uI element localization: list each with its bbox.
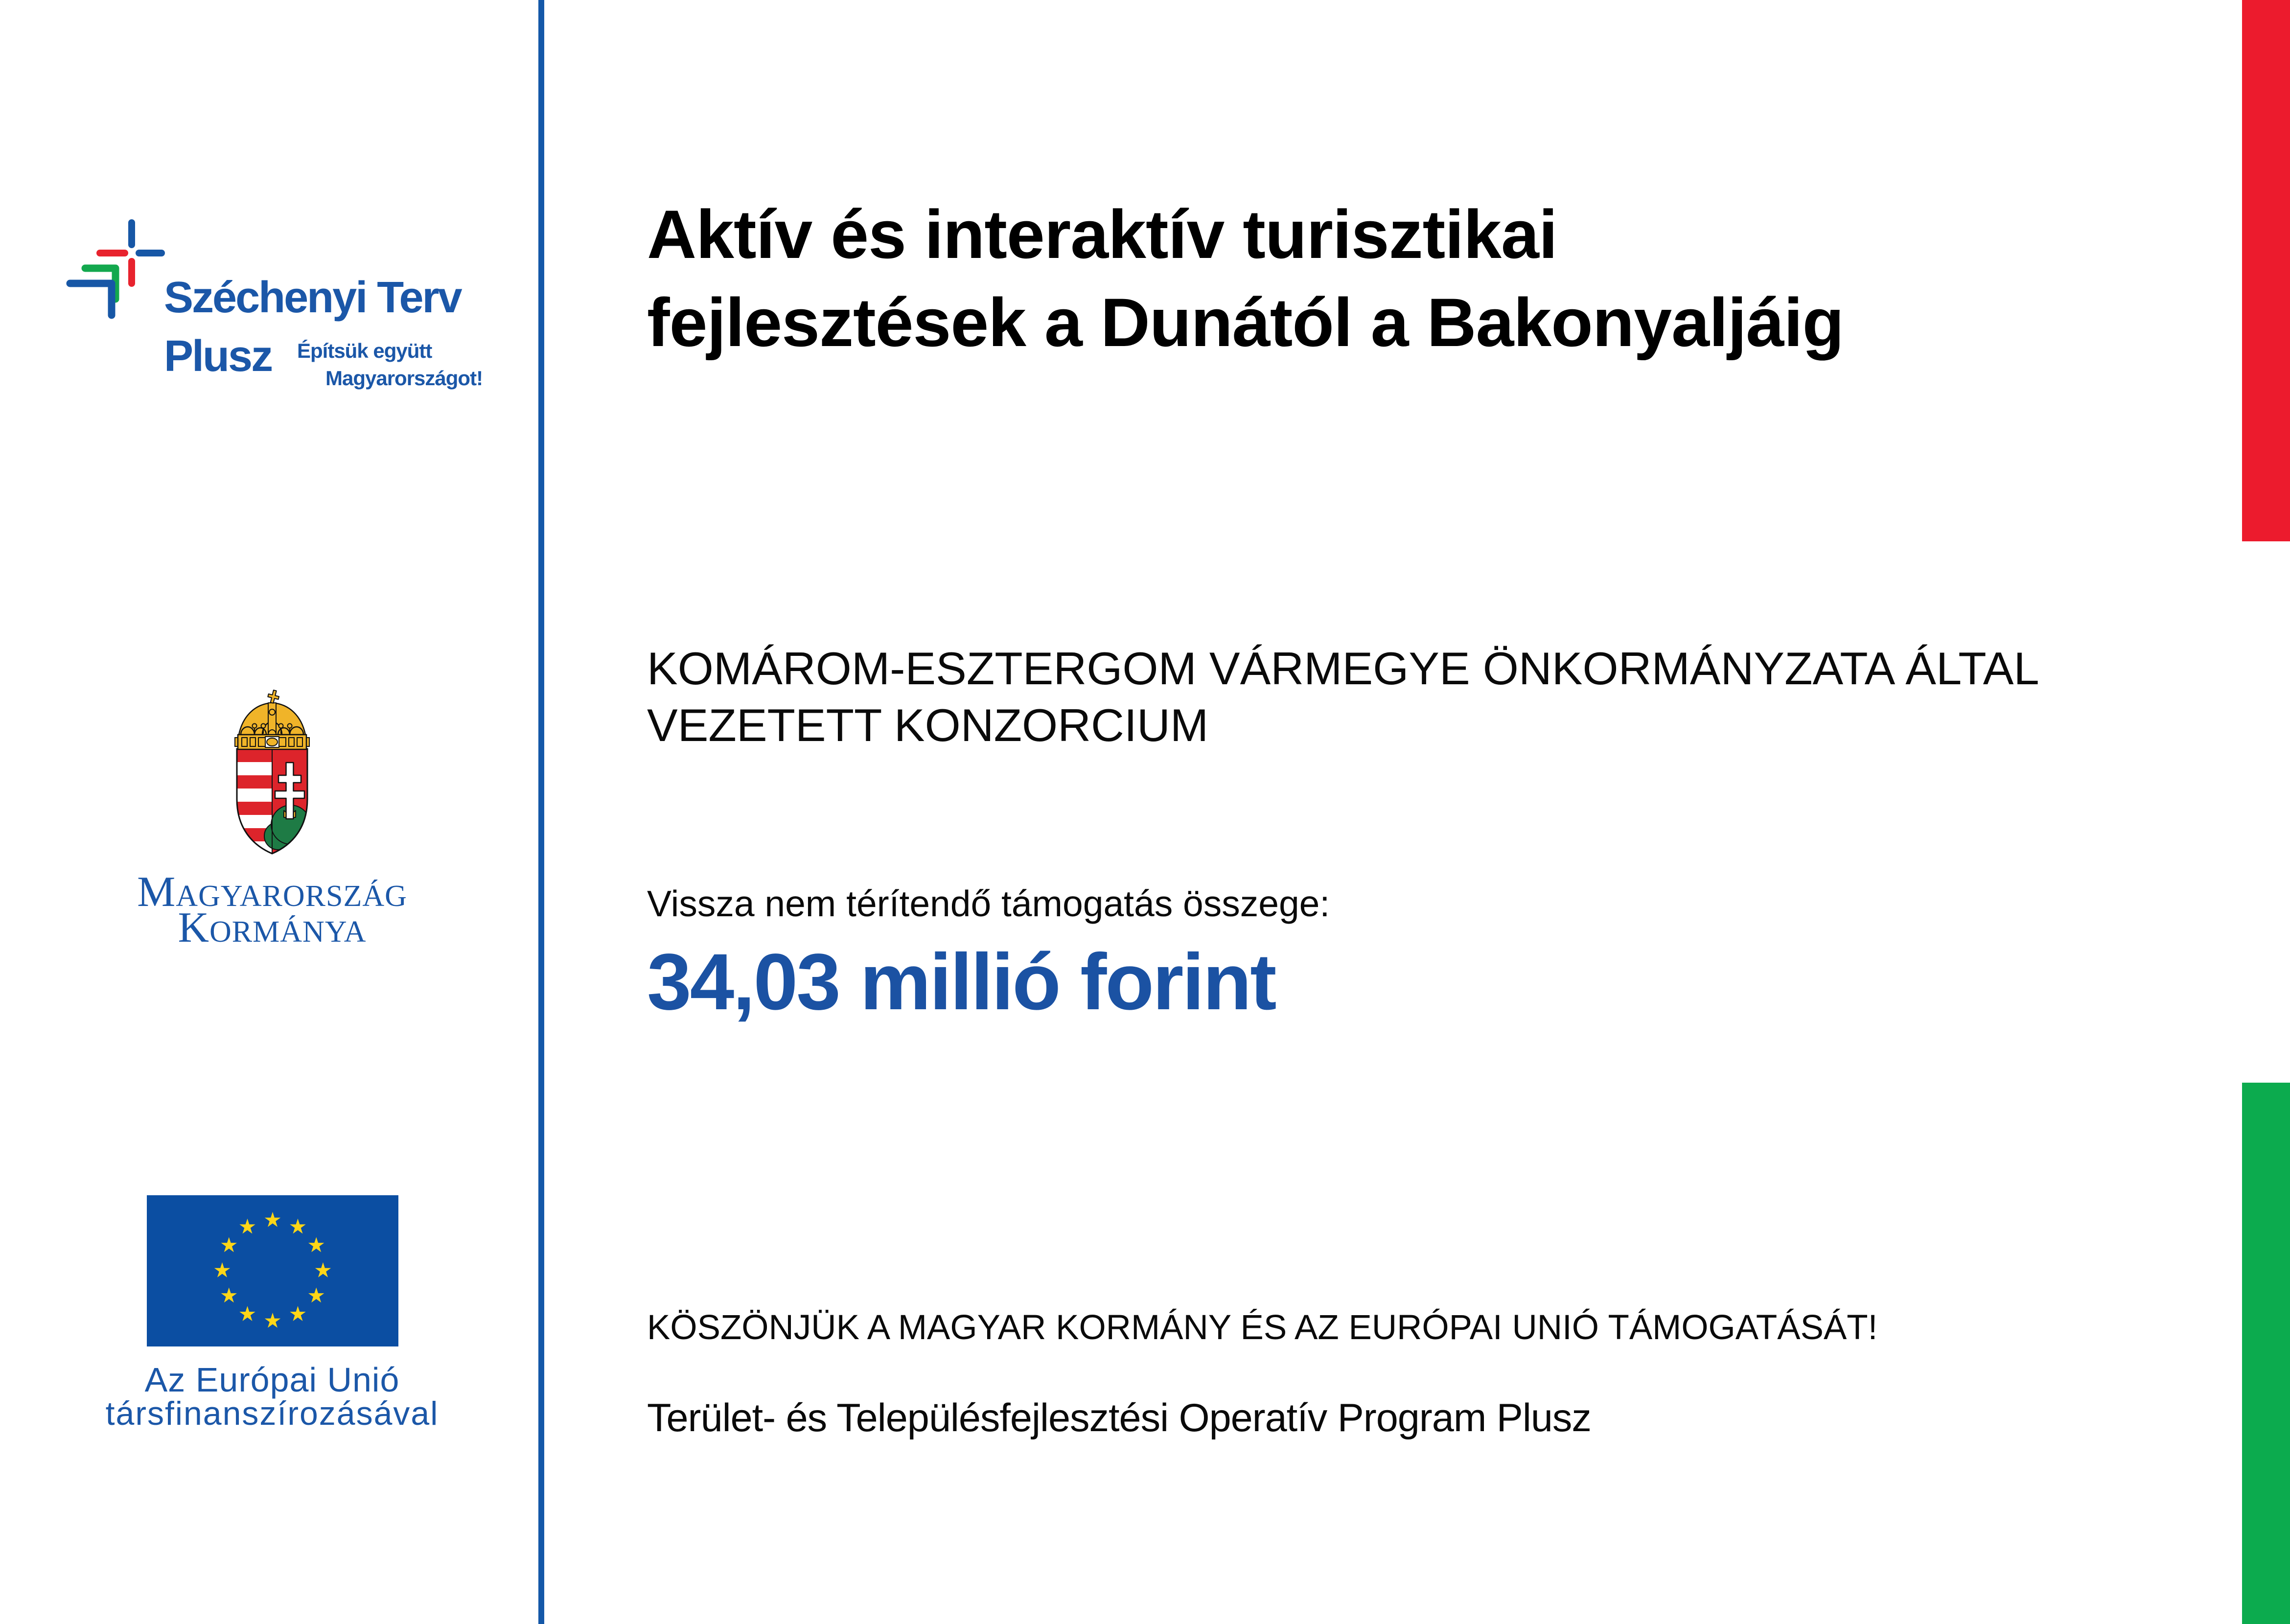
grant-amount: 34,03 millió forint (647, 937, 1275, 1026)
government-label-line2: Kormánya (178, 904, 367, 951)
page-title (647, 190, 1844, 367)
divider-line (538, 0, 544, 1624)
grant-label: Vissza nem térítendő támogatás összege: (647, 883, 1330, 924)
hungary-flag-green-bar (2242, 1083, 2290, 1624)
page-title-line1: Aktív és interaktív turisztikai (647, 196, 1557, 273)
szechenyi-name-line1: Széchenyi Terv (164, 273, 461, 322)
szechenyi-tagline-line1: Építsük együtt (297, 339, 432, 362)
consortium-name (647, 640, 2039, 754)
eu-caption-line1: Az Európai Unió (144, 1361, 400, 1399)
program-name: Terület- és Településfejlesztési Operatív Program Plusz (647, 1396, 1591, 1440)
hungary-coat-of-arms-icon (233, 689, 311, 855)
szechenyi-name-line2: Plusz (164, 332, 272, 381)
page-title-line2: fejlesztések a Dunától a Bakonyaljáig (647, 284, 1844, 361)
eu-caption-line2: társfinanszírozásával (105, 1395, 439, 1432)
government-label-line1: Magyarország (137, 868, 407, 916)
thanks-note: KÖSZÖNJÜK A MAGYAR KORMÁNY ÉS AZ EURÓPAI UNIÓ TÁMOGATÁSÁT! (647, 1308, 1878, 1347)
consortium-name-line2: VEZETETT KONZORCIUM (647, 699, 1209, 751)
hungary-flag-red-bar (2242, 0, 2290, 541)
consortium-name-line1: KOMÁROM-ESZTERGOM VÁRMEGYE ÖNKORMÁNYZATA ÁLTAL (647, 643, 2039, 694)
szechenyi-plusz-cross-icon (66, 219, 166, 319)
szechenyi-tagline-line2: Magyarországot! (325, 367, 483, 390)
eu-flag-icon (147, 1195, 398, 1346)
